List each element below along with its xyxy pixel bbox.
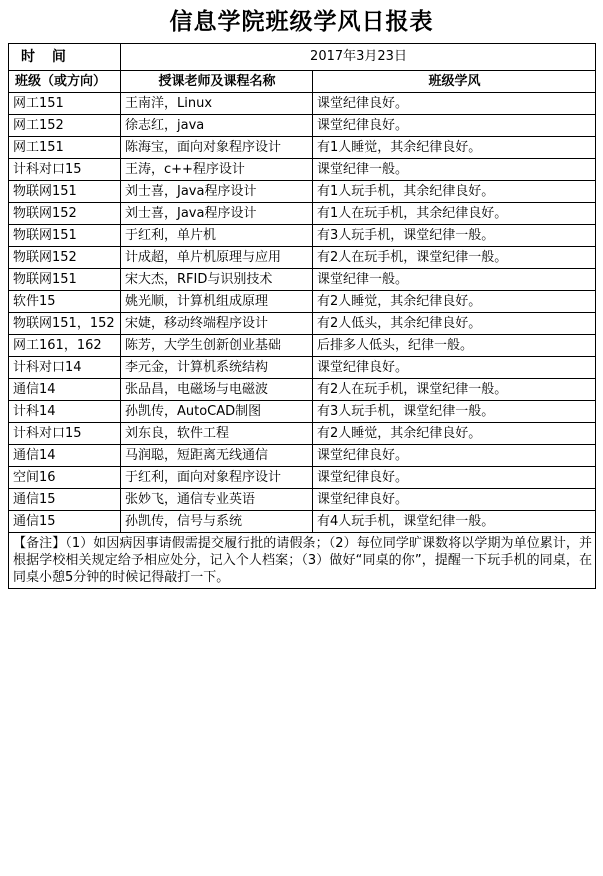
cell-style: 有1人在玩手机，其余纪律良好。 xyxy=(313,203,596,225)
cell-course: 刘士喜，Java程序设计 xyxy=(121,203,313,225)
table-row xyxy=(9,181,596,203)
cell-style: 有2人睡觉，其余纪律良好。 xyxy=(313,291,596,313)
cell-course: 徐志红，java xyxy=(121,115,313,137)
cell-course: 计成超，单片机原理与应用 xyxy=(121,247,313,269)
cell-style: 课堂纪律良好。 xyxy=(313,93,596,115)
table-row xyxy=(9,445,596,467)
page-title: 信息学院班级学风日报表 xyxy=(169,8,434,35)
cell-class: 物联网152 xyxy=(9,203,121,225)
date-value: 2017年3月23日 xyxy=(121,44,596,71)
cell-class: 空间16 xyxy=(9,467,121,489)
table-row xyxy=(9,489,596,511)
cell-class: 物联网151 xyxy=(9,269,121,291)
footer-note-row xyxy=(9,533,596,589)
cell-course: 宋婕，移动终端程序设计 xyxy=(121,313,313,335)
cell-style: 有4人玩手机，课堂纪律一般。 xyxy=(313,511,596,533)
cell-course: 姚光顺，计算机组成原理 xyxy=(121,291,313,313)
cell-style: 课堂纪律良好。 xyxy=(313,445,596,467)
cell-course: 张妙飞，通信专业英语 xyxy=(121,489,313,511)
column-header-style: 班级学风 xyxy=(313,71,596,93)
table-body xyxy=(9,44,596,589)
cell-course: 于红利，单片机 xyxy=(121,225,313,247)
table-row xyxy=(9,467,596,489)
table-row xyxy=(9,379,596,401)
table-row xyxy=(9,335,596,357)
cell-style: 课堂纪律良好。 xyxy=(313,489,596,511)
table-row xyxy=(9,115,596,137)
cell-course: 王南洋，Linux xyxy=(121,93,313,115)
column-header-class: 班级（或方向） xyxy=(9,71,121,93)
table-row xyxy=(9,313,596,335)
cell-course: 王涛，c++程序设计 xyxy=(121,159,313,181)
cell-class: 计科对口15 xyxy=(9,423,121,445)
cell-class: 物联网151，152 xyxy=(9,313,121,335)
cell-style: 有1人玩手机，其余纪律良好。 xyxy=(313,181,596,203)
cell-style: 后排多人低头，纪律一般。 xyxy=(313,335,596,357)
table-row xyxy=(9,357,596,379)
cell-class: 软件15 xyxy=(9,291,121,313)
cell-style: 有2人低头，其余纪律良好。 xyxy=(313,313,596,335)
date-row xyxy=(9,44,596,71)
table-row xyxy=(9,137,596,159)
table-row xyxy=(9,511,596,533)
cell-style: 课堂纪律一般。 xyxy=(313,269,596,291)
date-label: 时 间 xyxy=(9,44,121,71)
table-row xyxy=(9,401,596,423)
table-row xyxy=(9,93,596,115)
cell-class: 计科14 xyxy=(9,401,121,423)
cell-style: 有2人在玩手机，课堂纪律一般。 xyxy=(313,379,596,401)
table-header-row xyxy=(9,71,596,93)
cell-class: 网工161，162 xyxy=(9,335,121,357)
cell-class: 通信14 xyxy=(9,445,121,467)
cell-class: 通信15 xyxy=(9,489,121,511)
cell-style: 有3人玩手机，课堂纪律一般。 xyxy=(313,401,596,423)
table-row xyxy=(9,423,596,445)
cell-course: 陈海宝，面向对象程序设计 xyxy=(121,137,313,159)
cell-class: 物联网151 xyxy=(9,225,121,247)
cell-style: 有2人睡觉，其余纪律良好。 xyxy=(313,423,596,445)
cell-class: 计科对口15 xyxy=(9,159,121,181)
column-header-course: 授课老师及课程名称 xyxy=(121,71,313,93)
table-row xyxy=(9,159,596,181)
cell-course: 孙凯传，AutoCAD制图 xyxy=(121,401,313,423)
cell-style: 课堂纪律良好。 xyxy=(313,357,596,379)
cell-course: 刘东良，软件工程 xyxy=(121,423,313,445)
cell-style: 有1人睡觉，其余纪律良好。 xyxy=(313,137,596,159)
cell-class: 网工151 xyxy=(9,93,121,115)
cell-style: 课堂纪律良好。 xyxy=(313,115,596,137)
cell-class: 物联网151 xyxy=(9,181,121,203)
cell-class: 网工151 xyxy=(9,137,121,159)
cell-course: 刘士喜，Java程序设计 xyxy=(121,181,313,203)
table-row xyxy=(9,291,596,313)
cell-style: 有3人玩手机，课堂纪律一般。 xyxy=(313,225,596,247)
table-row xyxy=(9,225,596,247)
cell-course: 陈芳，大学生创新创业基础 xyxy=(121,335,313,357)
cell-style: 课堂纪律一般。 xyxy=(313,159,596,181)
class-style-report-table xyxy=(8,43,596,589)
cell-course: 马润聪，短距离无线通信 xyxy=(121,445,313,467)
table-row xyxy=(9,203,596,225)
cell-course: 孙凯传，信号与系统 xyxy=(121,511,313,533)
cell-course: 张品昌，电磁场与电磁波 xyxy=(121,379,313,401)
cell-style: 课堂纪律良好。 xyxy=(313,467,596,489)
cell-class: 通信15 xyxy=(9,511,121,533)
cell-course: 李元金，计算机系统结构 xyxy=(121,357,313,379)
cell-style: 有2人在玩手机，课堂纪律一般。 xyxy=(313,247,596,269)
cell-class: 物联网152 xyxy=(9,247,121,269)
cell-class: 通信14 xyxy=(9,379,121,401)
table-row xyxy=(9,269,596,291)
cell-course: 宋大杰，RFID与识别技术 xyxy=(121,269,313,291)
table-row xyxy=(9,247,596,269)
footer-note-text: 【备注】（1）如因病因事请假需提交履行批的请假条；（2）每位同学旷课数将以学期为单位累计，并根据学校相关规定给予相应处分，记入个人档案；（3）做好“同桌的你”，提醒一下玩手机的同桌，在同桌小憩5分钟的时候记得敲打一下。 xyxy=(9,533,596,589)
cell-class: 网工152 xyxy=(9,115,121,137)
cell-course: 于红利，面向对象程序设计 xyxy=(121,467,313,489)
cell-class: 计科对口14 xyxy=(9,357,121,379)
